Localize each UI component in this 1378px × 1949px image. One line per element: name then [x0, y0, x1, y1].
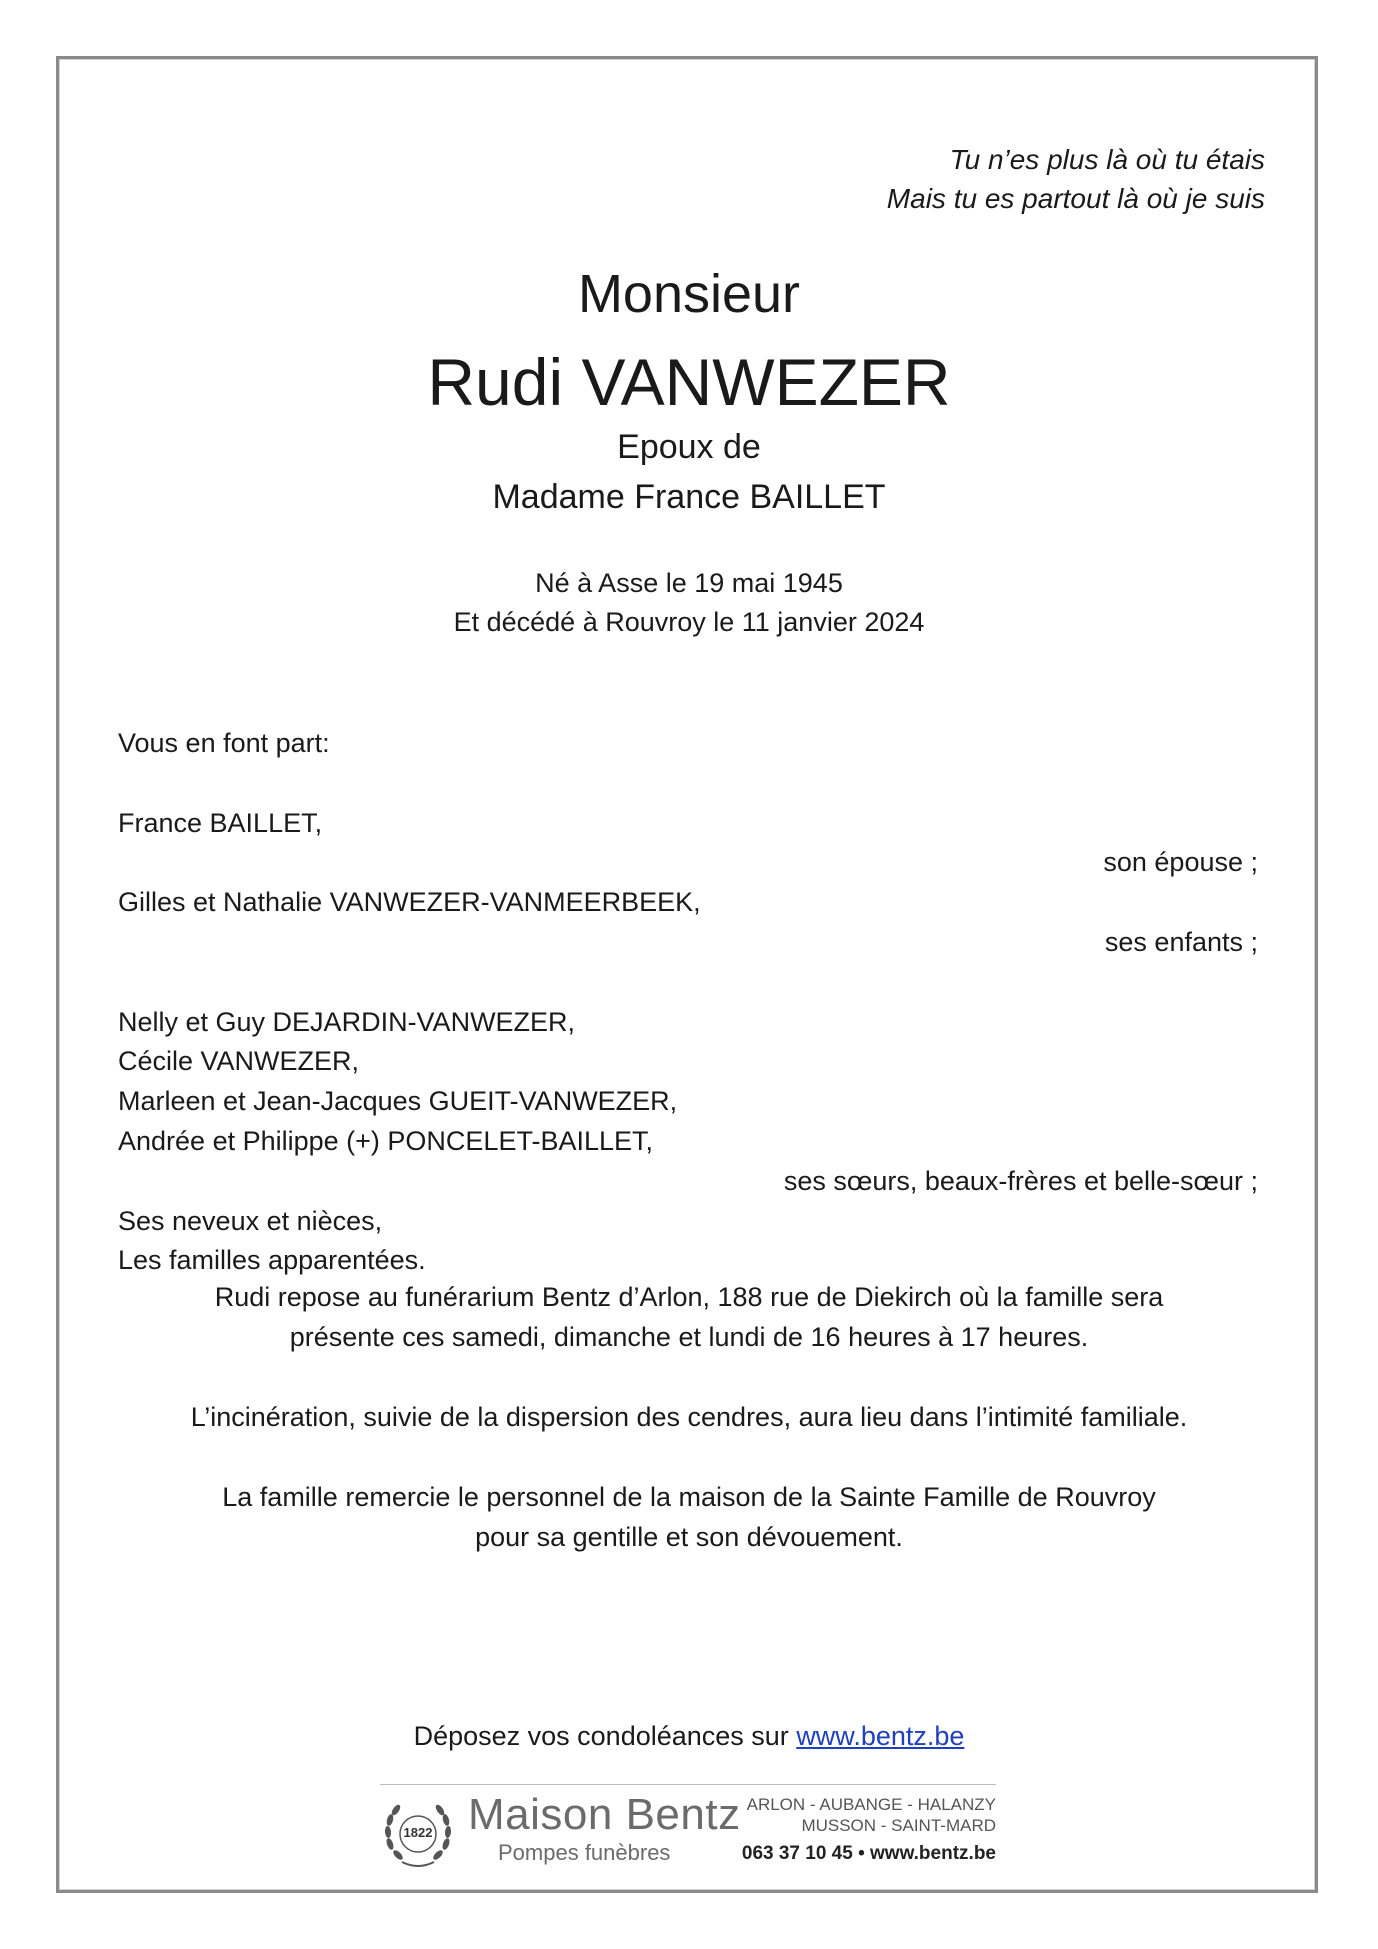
wake-info: [0, 1277, 1378, 1357]
wake-line-2: présente ces samedi, dimanche et lundi de 16 heures à 17 heures.: [289, 1322, 1089, 1352]
thanks-line-1: La famille remercie le personnel de la maison de la Sainte Famille de Rouvroy: [222, 1482, 1156, 1512]
thanks-line-2: pour sa gentille et son dévouement.: [475, 1522, 903, 1552]
family-list: [118, 724, 1258, 1281]
logo-brand: Maison Bentz: [468, 1790, 741, 1839]
family-children-relation: ses enfants ;: [1104, 926, 1258, 957]
family-siblings-relation: ses sœurs, beaux-frères et belle-sœur ;: [783, 1165, 1258, 1196]
poem-line-2: Mais tu es partout là où je suis: [886, 183, 1265, 214]
cremation-info: L’incinération, suivie de la dispersion des cendres, aura lieu dans l’intimité familiale.: [190, 1402, 1188, 1432]
family-nephews: Ses neveux et nièces,: [118, 1205, 383, 1236]
family-spouse-relation: son épouse ;: [1103, 847, 1258, 878]
death-info: Et décédé à Rouvroy le 11 janvier 2024: [453, 607, 925, 637]
family-relatives: Les familles apparentées.: [118, 1245, 426, 1276]
locations-line-2: MUSSON - SAINT-MARD: [801, 1816, 996, 1835]
blank-line: [118, 764, 1258, 804]
logo-year: 1822: [403, 1825, 433, 1840]
family-intro: Vous en font part:: [118, 728, 330, 758]
thanks-info: [0, 1477, 1378, 1557]
family-spouse: France BAILLET,: [118, 807, 323, 838]
funeral-home-logo: [380, 1780, 996, 1880]
wake-line-1: Rudi repose au funérarium Bentz d’Arlon, 188 rue de Diekirch où la famille sera: [214, 1282, 1164, 1312]
family-children: Gilles et Nathalie VANWEZER-VANMEERBEEK,: [118, 887, 701, 918]
logo-tagline: Pompes funèbres: [498, 1840, 671, 1865]
family-sibling: Andrée et Philippe (+) PONCELET-BAILLET,: [118, 1125, 654, 1156]
blank-line: [118, 963, 1258, 1003]
spouse-intro: Epoux de: [617, 428, 761, 466]
poem: [887, 140, 1265, 218]
condolences-link[interactable]: www.bentz.be: [796, 1721, 965, 1751]
logo-contact: 063 37 10 45 • www.bentz.be: [741, 1843, 996, 1864]
spouse-name: Madame France BAILLET: [492, 478, 886, 516]
family-sibling: Nelly et Guy DEJARDIN-VANWEZER,: [118, 1006, 576, 1037]
family-sibling: Cécile VANWEZER,: [118, 1046, 360, 1077]
logo-divider: [380, 1784, 996, 1785]
poem-line-1: Tu n’es plus là où tu étais: [949, 144, 1265, 175]
family-sibling: Marleen et Jean-Jacques GUEIT-VANWEZER,: [118, 1086, 678, 1117]
locations-line-1: ARLON - AUBANGE - HALANZY: [746, 1795, 996, 1814]
logo-locations: [747, 1794, 996, 1836]
condolences-text: Déposez vos condoléances sur: [413, 1721, 797, 1751]
deceased-name: Rudi VANWEZER: [427, 345, 951, 419]
birth-info: Né à Asse le 19 mai 1945: [535, 568, 843, 598]
condolences: [0, 1716, 1378, 1756]
deceased-title: Monsieur: [577, 264, 801, 324]
